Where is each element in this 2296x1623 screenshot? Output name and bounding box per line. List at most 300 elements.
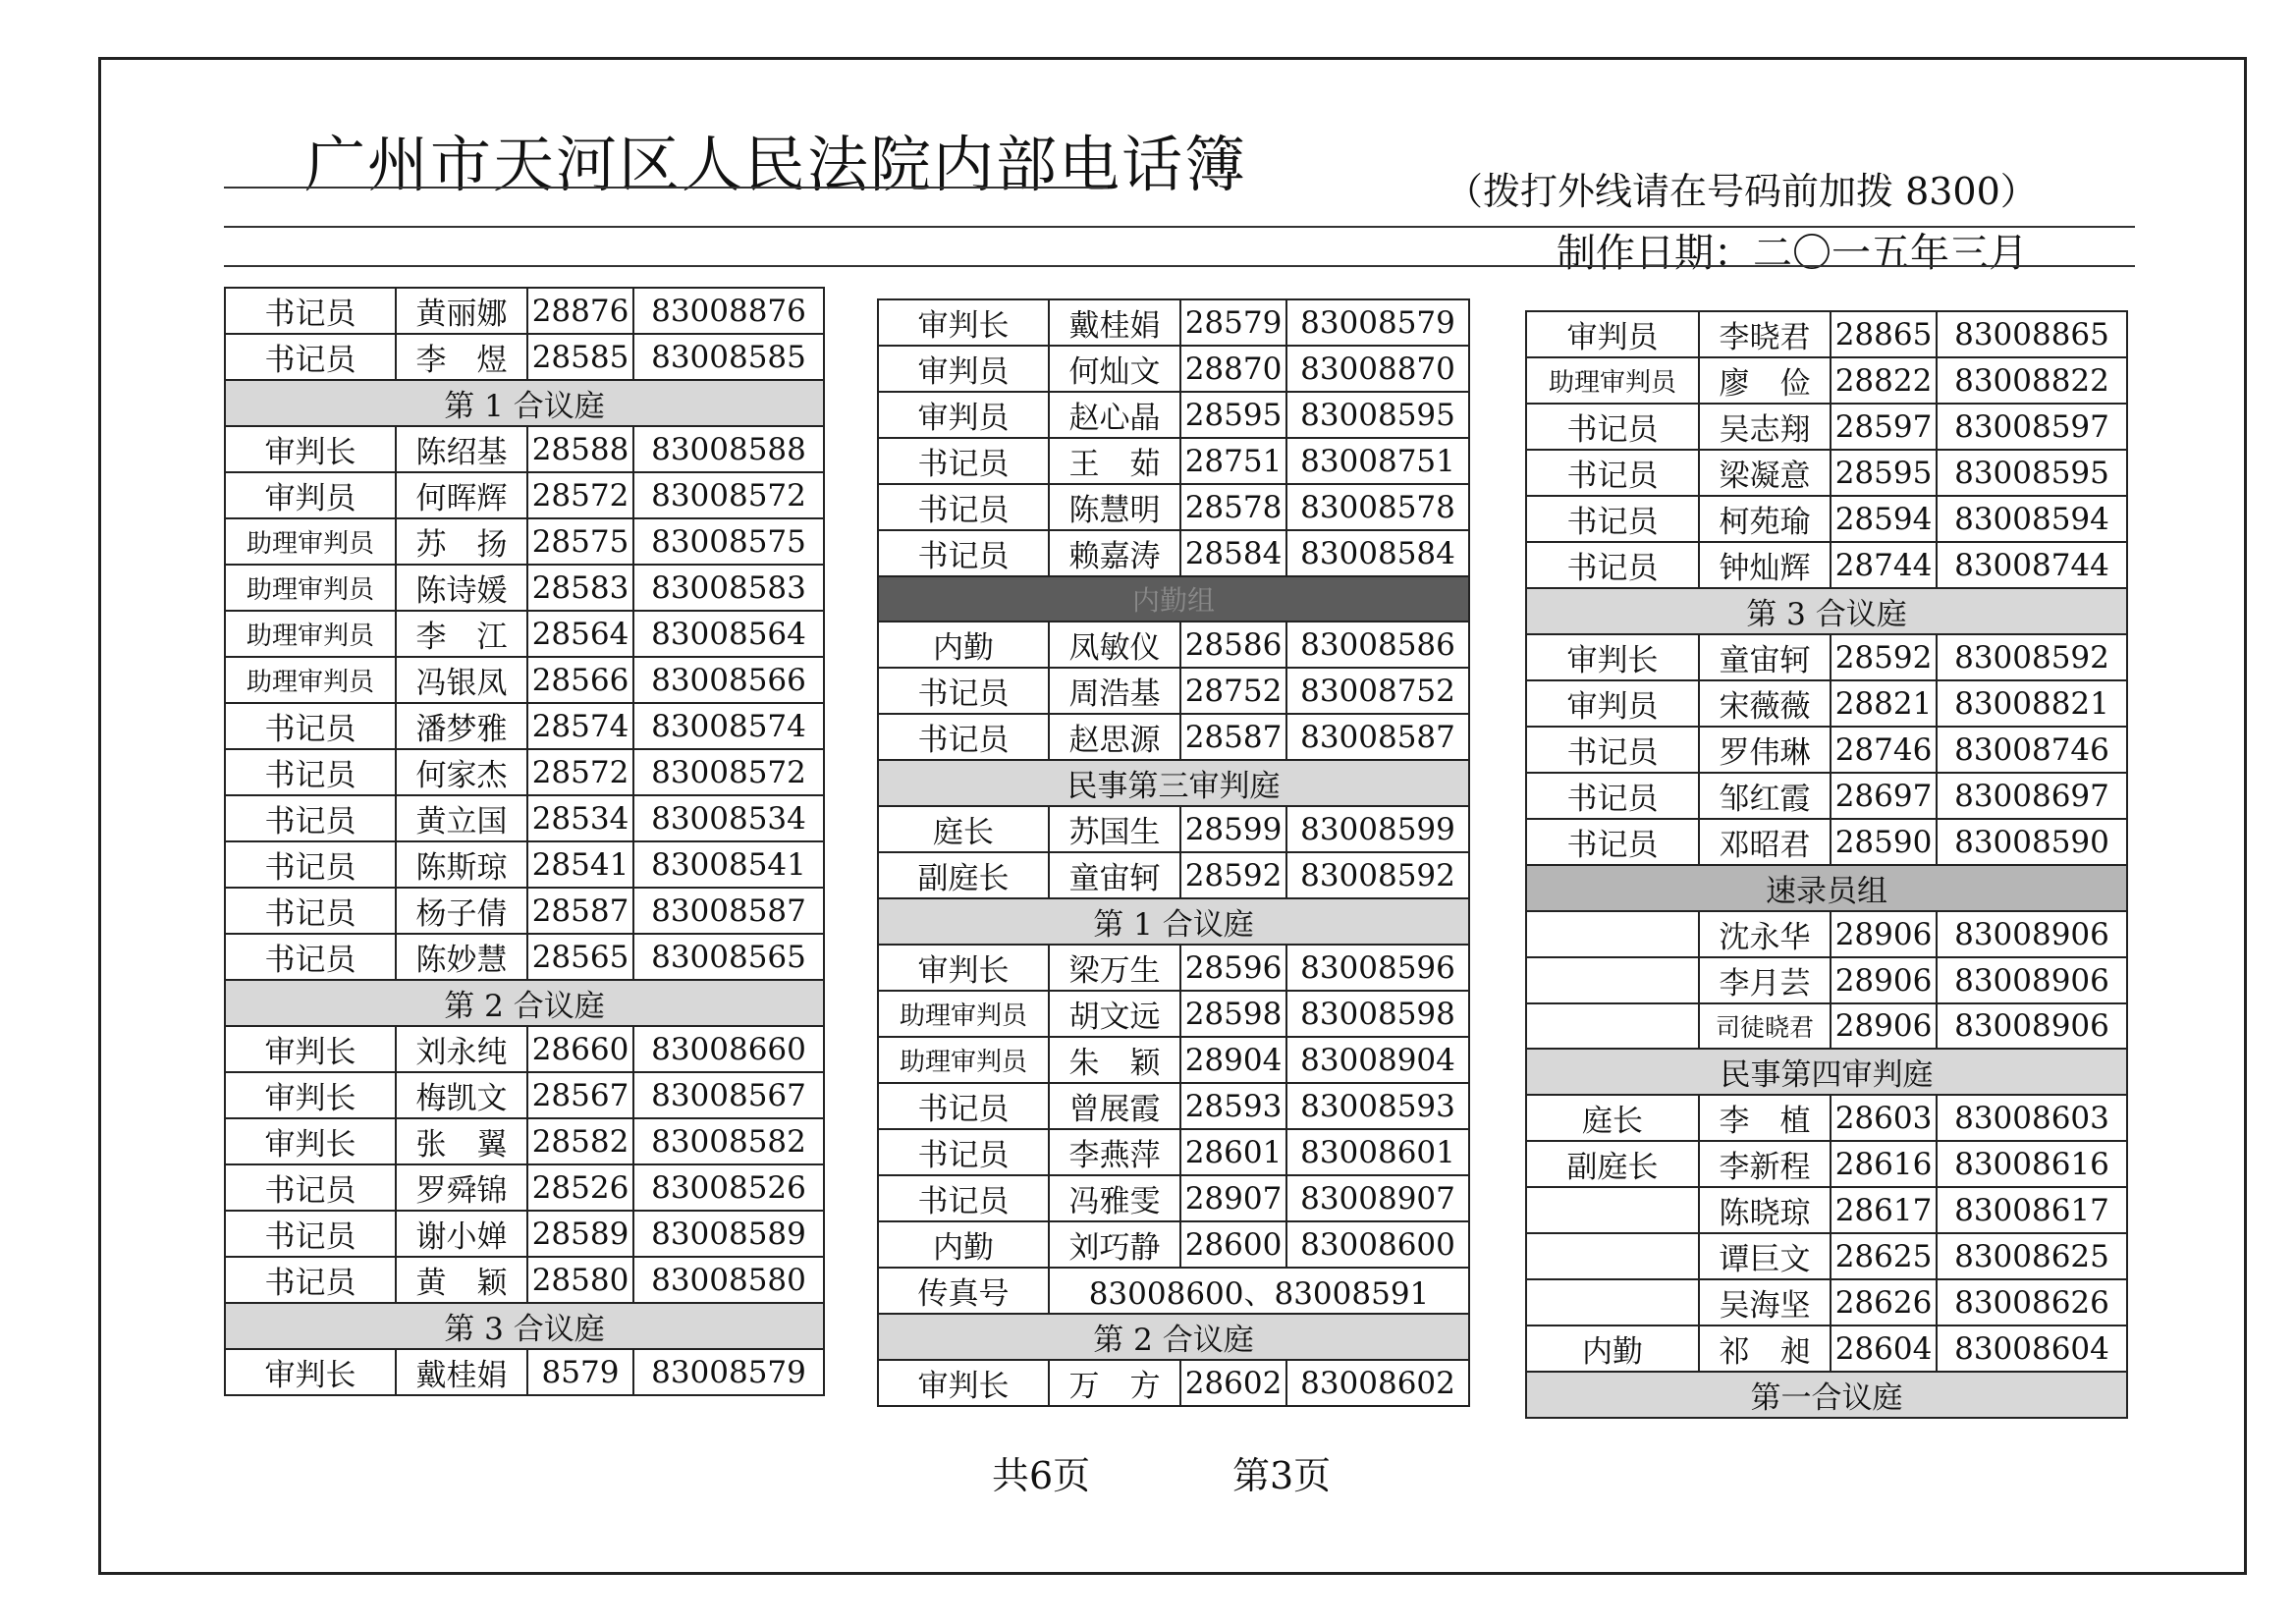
name-cell: 何灿文 bbox=[1049, 346, 1180, 392]
name-cell: 钟灿辉 bbox=[1699, 542, 1831, 588]
section-header-row bbox=[878, 760, 1469, 806]
directory-row bbox=[878, 1221, 1469, 1268]
section-header-row bbox=[1526, 865, 2127, 911]
role-cell: 书记员 bbox=[225, 888, 396, 934]
phone-cell: 83008587 bbox=[1286, 714, 1469, 760]
directory-row bbox=[1526, 542, 2127, 588]
role-cell: 书记员 bbox=[878, 484, 1049, 530]
role-cell: 审判员 bbox=[878, 392, 1049, 438]
directory-row bbox=[1526, 1187, 2127, 1233]
directory-row bbox=[1526, 496, 2127, 542]
section-header: 第 2 合议庭 bbox=[878, 1314, 1469, 1360]
section-header: 速录员组 bbox=[1526, 865, 2127, 911]
section-header: 第一合议庭 bbox=[1526, 1372, 2127, 1418]
directory-row bbox=[1526, 680, 2127, 727]
section-header-row bbox=[225, 980, 824, 1026]
fax-row bbox=[878, 1268, 1469, 1314]
phone-cell: 83008583 bbox=[633, 565, 824, 611]
phone-cell: 83008572 bbox=[633, 749, 824, 795]
phone-cell: 83008594 bbox=[1937, 496, 2127, 542]
phone-cell: 83008567 bbox=[633, 1072, 824, 1118]
extension-cell: 28592 bbox=[1831, 634, 1937, 680]
section-header-row bbox=[225, 380, 824, 426]
name-cell: 潘梦雅 bbox=[396, 703, 527, 749]
extension-cell: 28597 bbox=[1831, 404, 1937, 450]
directory-row bbox=[1526, 911, 2127, 957]
extension-cell: 28583 bbox=[527, 565, 633, 611]
role-cell: 审判长 bbox=[878, 945, 1049, 991]
phone-cell: 83008564 bbox=[633, 611, 824, 657]
extension-cell: 28865 bbox=[1831, 311, 1937, 357]
directory-row bbox=[1526, 1003, 2127, 1049]
phone-cell: 83008534 bbox=[633, 795, 824, 841]
phone-cell: 83008601 bbox=[1286, 1129, 1469, 1175]
name-cell: 苏国生 bbox=[1049, 806, 1180, 852]
name-cell: 赵心晶 bbox=[1049, 392, 1180, 438]
role-cell: 书记员 bbox=[225, 703, 396, 749]
role-cell: 审判长 bbox=[878, 299, 1049, 346]
directory-row bbox=[225, 518, 824, 565]
name-cell: 何家杰 bbox=[396, 749, 527, 795]
extension-cell: 28590 bbox=[1831, 819, 1937, 865]
directory-row bbox=[878, 1175, 1469, 1221]
phone-cell: 83008541 bbox=[633, 841, 824, 888]
extension-cell: 28534 bbox=[527, 795, 633, 841]
role-cell: 书记员 bbox=[1526, 404, 1699, 450]
directory-row bbox=[1526, 357, 2127, 404]
directory-table-middle bbox=[877, 298, 1470, 1407]
name-cell: 吴海坚 bbox=[1699, 1279, 1831, 1325]
dialing-note: （拨打外线请在号码前加拨 8300） bbox=[1446, 170, 2038, 213]
name-cell: 罗伟琳 bbox=[1699, 727, 1831, 773]
directory-row bbox=[225, 288, 824, 334]
extension-cell: 28601 bbox=[1180, 1129, 1286, 1175]
role-cell bbox=[1526, 911, 1699, 957]
name-cell: 王 茹 bbox=[1049, 438, 1180, 484]
section-header: 第 3 合议庭 bbox=[225, 1303, 824, 1349]
fax-label: 传真号 bbox=[878, 1268, 1049, 1314]
role-cell: 书记员 bbox=[225, 795, 396, 841]
name-cell: 司徒晓君 bbox=[1699, 1003, 1831, 1049]
extension-cell: 28752 bbox=[1180, 668, 1286, 714]
directory-row bbox=[225, 1257, 824, 1303]
section-header-row bbox=[878, 898, 1469, 945]
extension-cell: 8579 bbox=[527, 1349, 633, 1395]
extension-cell: 28587 bbox=[527, 888, 633, 934]
name-cell: 胡文远 bbox=[1049, 991, 1180, 1037]
name-cell: 李新程 bbox=[1699, 1141, 1831, 1187]
phone-cell: 83008579 bbox=[1286, 299, 1469, 346]
directory-row bbox=[225, 1211, 824, 1257]
phone-cell: 83008572 bbox=[633, 472, 824, 518]
extension-cell: 28592 bbox=[1180, 852, 1286, 898]
name-cell: 李月芸 bbox=[1699, 957, 1831, 1003]
directory-table-left bbox=[224, 287, 825, 1396]
role-cell: 书记员 bbox=[1526, 542, 1699, 588]
phone-cell: 83008596 bbox=[1286, 945, 1469, 991]
role-cell bbox=[1526, 1187, 1699, 1233]
phone-cell: 83008907 bbox=[1286, 1175, 1469, 1221]
role-cell: 审判员 bbox=[225, 472, 396, 518]
directory-row bbox=[878, 1360, 1469, 1406]
extension-cell: 28697 bbox=[1831, 773, 1937, 819]
extension-cell: 28572 bbox=[527, 472, 633, 518]
directory-row bbox=[1526, 773, 2127, 819]
extension-cell: 28566 bbox=[527, 657, 633, 703]
directory-row bbox=[878, 1129, 1469, 1175]
phone-cell: 83008599 bbox=[1286, 806, 1469, 852]
phone-cell: 83008744 bbox=[1937, 542, 2127, 588]
role-cell: 副庭长 bbox=[1526, 1141, 1699, 1187]
role-cell: 书记员 bbox=[1526, 727, 1699, 773]
phone-cell: 83008616 bbox=[1937, 1141, 2127, 1187]
extension-cell: 28593 bbox=[1180, 1083, 1286, 1129]
extension-cell: 28594 bbox=[1831, 496, 1937, 542]
phone-cell: 83008526 bbox=[633, 1164, 824, 1211]
extension-cell: 28586 bbox=[1180, 622, 1286, 668]
extension-cell: 28660 bbox=[527, 1026, 633, 1072]
name-cell: 何晖辉 bbox=[396, 472, 527, 518]
extension-cell: 28565 bbox=[527, 934, 633, 980]
directory-row bbox=[1526, 957, 2127, 1003]
role-cell: 书记员 bbox=[1526, 819, 1699, 865]
phone-cell: 83008603 bbox=[1937, 1095, 2127, 1141]
role-cell bbox=[1526, 957, 1699, 1003]
role-cell: 审判长 bbox=[1526, 634, 1699, 680]
role-cell: 审判长 bbox=[878, 1360, 1049, 1406]
role-cell: 审判长 bbox=[225, 1072, 396, 1118]
role-cell: 书记员 bbox=[1526, 773, 1699, 819]
phone-cell: 83008602 bbox=[1286, 1360, 1469, 1406]
role-cell: 副庭长 bbox=[878, 852, 1049, 898]
role-cell: 审判员 bbox=[878, 346, 1049, 392]
directory-row bbox=[1526, 1279, 2127, 1325]
phone-cell: 83008595 bbox=[1286, 392, 1469, 438]
directory-row bbox=[225, 611, 824, 657]
name-cell: 张 翼 bbox=[396, 1118, 527, 1164]
role-cell: 书记员 bbox=[225, 1211, 396, 1257]
section-header: 第 1 合议庭 bbox=[225, 380, 824, 426]
directory-row bbox=[878, 1037, 1469, 1083]
directory-row bbox=[225, 334, 824, 380]
name-cell: 廖 俭 bbox=[1699, 357, 1831, 404]
role-cell: 书记员 bbox=[1526, 450, 1699, 496]
phone-cell: 83008604 bbox=[1937, 1325, 2127, 1372]
phone-cell: 83008906 bbox=[1937, 911, 2127, 957]
name-cell: 戴桂娟 bbox=[396, 1349, 527, 1395]
name-cell: 罗舜锦 bbox=[396, 1164, 527, 1211]
phone-cell: 83008697 bbox=[1937, 773, 2127, 819]
phone-cell: 83008578 bbox=[1286, 484, 1469, 530]
directory-row bbox=[1526, 404, 2127, 450]
extension-cell: 28578 bbox=[1180, 484, 1286, 530]
role-cell: 书记员 bbox=[878, 1175, 1049, 1221]
role-cell: 书记员 bbox=[225, 749, 396, 795]
name-cell: 宋薇薇 bbox=[1699, 680, 1831, 727]
role-cell: 书记员 bbox=[878, 714, 1049, 760]
role-cell: 内勤 bbox=[878, 1221, 1049, 1268]
phone-cell: 83008566 bbox=[633, 657, 824, 703]
extension-cell: 28595 bbox=[1831, 450, 1937, 496]
role-cell: 书记员 bbox=[225, 288, 396, 334]
extension-cell: 28579 bbox=[1180, 299, 1286, 346]
role-cell: 助理审判员 bbox=[878, 1037, 1049, 1083]
extension-cell: 28589 bbox=[527, 1211, 633, 1257]
title-underline bbox=[224, 187, 1108, 189]
extension-cell: 28596 bbox=[1180, 945, 1286, 991]
role-cell bbox=[1526, 1233, 1699, 1279]
extension-cell: 28821 bbox=[1831, 680, 1937, 727]
phone-cell: 83008590 bbox=[1937, 819, 2127, 865]
section-header: 第 2 合议庭 bbox=[225, 980, 824, 1026]
name-cell: 祁 昶 bbox=[1699, 1325, 1831, 1372]
extension-cell: 28588 bbox=[527, 426, 633, 472]
name-cell: 李燕萍 bbox=[1049, 1129, 1180, 1175]
section-header-row bbox=[1526, 1372, 2127, 1418]
name-cell: 朱 颖 bbox=[1049, 1037, 1180, 1083]
name-cell: 梁凝意 bbox=[1699, 450, 1831, 496]
role-cell: 书记员 bbox=[225, 841, 396, 888]
directory-row bbox=[1526, 1325, 2127, 1372]
role-cell: 审判长 bbox=[225, 1118, 396, 1164]
role-cell: 审判员 bbox=[1526, 311, 1699, 357]
phone-cell: 83008752 bbox=[1286, 668, 1469, 714]
section-header-row bbox=[878, 576, 1469, 622]
name-cell: 陈晓琼 bbox=[1699, 1187, 1831, 1233]
name-cell: 陈慧明 bbox=[1049, 484, 1180, 530]
header-rule-bottom bbox=[224, 265, 2135, 267]
role-cell: 书记员 bbox=[225, 334, 396, 380]
extension-cell: 28600 bbox=[1180, 1221, 1286, 1268]
phone-cell: 83008870 bbox=[1286, 346, 1469, 392]
phone-cell: 83008588 bbox=[633, 426, 824, 472]
phone-cell: 83008597 bbox=[1937, 404, 2127, 450]
role-cell: 审判员 bbox=[1526, 680, 1699, 727]
name-cell: 冯雅雯 bbox=[1049, 1175, 1180, 1221]
extension-cell: 28822 bbox=[1831, 357, 1937, 404]
directory-row bbox=[1526, 634, 2127, 680]
name-cell: 吴志翔 bbox=[1699, 404, 1831, 450]
directory-row bbox=[878, 852, 1469, 898]
name-cell: 苏 扬 bbox=[396, 518, 527, 565]
role-cell: 助理审判员 bbox=[878, 991, 1049, 1037]
extension-cell: 28567 bbox=[527, 1072, 633, 1118]
role-cell: 书记员 bbox=[878, 1129, 1049, 1175]
directory-row bbox=[1526, 450, 2127, 496]
directory-table-right bbox=[1525, 310, 2128, 1419]
directory-row bbox=[1526, 1233, 2127, 1279]
extension-cell: 28599 bbox=[1180, 806, 1286, 852]
extension-cell: 28904 bbox=[1180, 1037, 1286, 1083]
directory-row bbox=[225, 426, 824, 472]
extension-cell: 28575 bbox=[527, 518, 633, 565]
name-cell: 谭巨文 bbox=[1699, 1233, 1831, 1279]
role-cell: 书记员 bbox=[878, 530, 1049, 576]
name-cell: 沈永华 bbox=[1699, 911, 1831, 957]
name-cell: 谢小婵 bbox=[396, 1211, 527, 1257]
directory-row bbox=[1526, 1095, 2127, 1141]
section-header-row bbox=[225, 1303, 824, 1349]
name-cell: 陈绍基 bbox=[396, 426, 527, 472]
extension-cell: 28604 bbox=[1831, 1325, 1937, 1372]
directory-row bbox=[225, 472, 824, 518]
section-header-row bbox=[878, 1314, 1469, 1360]
phone-cell: 83008598 bbox=[1286, 991, 1469, 1037]
section-header: 第 3 合议庭 bbox=[1526, 588, 2127, 634]
extension-cell: 28602 bbox=[1180, 1360, 1286, 1406]
directory-row bbox=[1526, 819, 2127, 865]
extension-cell: 28598 bbox=[1180, 991, 1286, 1037]
directory-row bbox=[225, 1164, 824, 1211]
section-header: 民事第三审判庭 bbox=[878, 760, 1469, 806]
name-cell: 黄丽娜 bbox=[396, 288, 527, 334]
directory-row bbox=[878, 806, 1469, 852]
extension-cell: 28582 bbox=[527, 1118, 633, 1164]
directory-row bbox=[878, 945, 1469, 991]
phone-cell: 83008906 bbox=[1937, 957, 2127, 1003]
name-cell: 梁万生 bbox=[1049, 945, 1180, 991]
role-cell: 书记员 bbox=[878, 1083, 1049, 1129]
name-cell: 陈诗媛 bbox=[396, 565, 527, 611]
name-cell: 万 方 bbox=[1049, 1360, 1180, 1406]
phone-cell: 83008906 bbox=[1937, 1003, 2127, 1049]
directory-row bbox=[1526, 311, 2127, 357]
phone-cell: 83008821 bbox=[1937, 680, 2127, 727]
phone-cell: 83008751 bbox=[1286, 438, 1469, 484]
directory-row bbox=[1526, 1141, 2127, 1187]
name-cell: 童宙轲 bbox=[1699, 634, 1831, 680]
phone-cell: 83008626 bbox=[1937, 1279, 2127, 1325]
extension-cell: 28906 bbox=[1831, 957, 1937, 1003]
name-cell: 黄 颖 bbox=[396, 1257, 527, 1303]
directory-row bbox=[225, 1072, 824, 1118]
role-cell bbox=[1526, 1279, 1699, 1325]
name-cell: 冯银凤 bbox=[396, 657, 527, 703]
section-header: 内勤组 bbox=[878, 576, 1469, 622]
extension-cell: 28744 bbox=[1831, 542, 1937, 588]
extension-cell: 28906 bbox=[1831, 911, 1937, 957]
role-cell: 审判长 bbox=[225, 1349, 396, 1395]
name-cell: 赵思源 bbox=[1049, 714, 1180, 760]
name-cell: 李 植 bbox=[1699, 1095, 1831, 1141]
name-cell: 杨子倩 bbox=[396, 888, 527, 934]
name-cell: 邓昭君 bbox=[1699, 819, 1831, 865]
directory-row bbox=[225, 934, 824, 980]
directory-row bbox=[878, 1083, 1469, 1129]
phone-cell: 83008592 bbox=[1937, 634, 2127, 680]
extension-cell: 28751 bbox=[1180, 438, 1286, 484]
phone-cell: 83008574 bbox=[633, 703, 824, 749]
extension-cell: 28746 bbox=[1831, 727, 1937, 773]
directory-row bbox=[878, 484, 1469, 530]
extension-cell: 28526 bbox=[527, 1164, 633, 1211]
directory-row bbox=[878, 346, 1469, 392]
phone-cell: 83008575 bbox=[633, 518, 824, 565]
extension-cell: 28595 bbox=[1180, 392, 1286, 438]
role-cell: 助理审判员 bbox=[225, 611, 396, 657]
extension-cell: 28906 bbox=[1831, 1003, 1937, 1049]
role-cell: 内勤 bbox=[878, 622, 1049, 668]
role-cell: 书记员 bbox=[878, 668, 1049, 714]
role-cell: 助理审判员 bbox=[1526, 357, 1699, 404]
extension-cell: 28907 bbox=[1180, 1175, 1286, 1221]
extension-cell: 28574 bbox=[527, 703, 633, 749]
phone-cell: 83008589 bbox=[633, 1211, 824, 1257]
directory-row bbox=[225, 565, 824, 611]
directory-row bbox=[225, 1349, 824, 1395]
document-title: 广州市天河区人民法院内部电话簿 bbox=[304, 129, 1248, 200]
name-cell: 刘巧静 bbox=[1049, 1221, 1180, 1268]
current-page: 第3页 bbox=[1232, 1454, 1332, 1497]
section-header-row bbox=[1526, 1049, 2127, 1095]
phone-cell: 83008617 bbox=[1937, 1187, 2127, 1233]
role-cell: 助理审判员 bbox=[225, 565, 396, 611]
extension-cell: 28572 bbox=[527, 749, 633, 795]
directory-row bbox=[225, 657, 824, 703]
name-cell: 曾展霞 bbox=[1049, 1083, 1180, 1129]
role-cell bbox=[1526, 1003, 1699, 1049]
directory-row bbox=[225, 795, 824, 841]
extension-cell: 28584 bbox=[1180, 530, 1286, 576]
extension-cell: 28585 bbox=[527, 334, 633, 380]
production-date: 制作日期：二〇一五年三月 bbox=[1557, 231, 2028, 276]
section-header: 第 1 合议庭 bbox=[878, 898, 1469, 945]
name-cell: 戴桂娟 bbox=[1049, 299, 1180, 346]
phone-cell: 83008660 bbox=[633, 1026, 824, 1072]
directory-row bbox=[1526, 727, 2127, 773]
name-cell: 梅凯文 bbox=[396, 1072, 527, 1118]
phone-cell: 83008565 bbox=[633, 934, 824, 980]
name-cell: 陈妙慧 bbox=[396, 934, 527, 980]
phone-cell: 83008584 bbox=[1286, 530, 1469, 576]
name-cell: 李 煜 bbox=[396, 334, 527, 380]
directory-row bbox=[878, 622, 1469, 668]
phone-cell: 83008580 bbox=[633, 1257, 824, 1303]
phone-cell: 83008595 bbox=[1937, 450, 2127, 496]
directory-row bbox=[878, 714, 1469, 760]
directory-row bbox=[225, 1118, 824, 1164]
directory-row bbox=[225, 1026, 824, 1072]
directory-row bbox=[225, 703, 824, 749]
phone-cell: 83008600 bbox=[1286, 1221, 1469, 1268]
name-cell: 凤敏仪 bbox=[1049, 622, 1180, 668]
role-cell: 书记员 bbox=[878, 438, 1049, 484]
phone-cell: 83008592 bbox=[1286, 852, 1469, 898]
name-cell: 陈斯琼 bbox=[396, 841, 527, 888]
extension-cell: 28541 bbox=[527, 841, 633, 888]
phone-cell: 83008586 bbox=[1286, 622, 1469, 668]
role-cell: 助理审判员 bbox=[225, 518, 396, 565]
phone-cell: 83008822 bbox=[1937, 357, 2127, 404]
directory-row bbox=[878, 668, 1469, 714]
role-cell: 庭长 bbox=[1526, 1095, 1699, 1141]
extension-cell: 28617 bbox=[1831, 1187, 1937, 1233]
directory-row bbox=[878, 530, 1469, 576]
phone-cell: 83008865 bbox=[1937, 311, 2127, 357]
extension-cell: 28626 bbox=[1831, 1279, 1937, 1325]
phone-cell: 83008579 bbox=[633, 1349, 824, 1395]
name-cell: 邹红霞 bbox=[1699, 773, 1831, 819]
name-cell: 李 江 bbox=[396, 611, 527, 657]
extension-cell: 28580 bbox=[527, 1257, 633, 1303]
section-header: 民事第四审判庭 bbox=[1526, 1049, 2127, 1095]
phone-cell: 83008625 bbox=[1937, 1233, 2127, 1279]
role-cell: 书记员 bbox=[225, 934, 396, 980]
directory-row bbox=[225, 841, 824, 888]
directory-row bbox=[225, 888, 824, 934]
directory-row bbox=[878, 392, 1469, 438]
role-cell: 书记员 bbox=[1526, 496, 1699, 542]
